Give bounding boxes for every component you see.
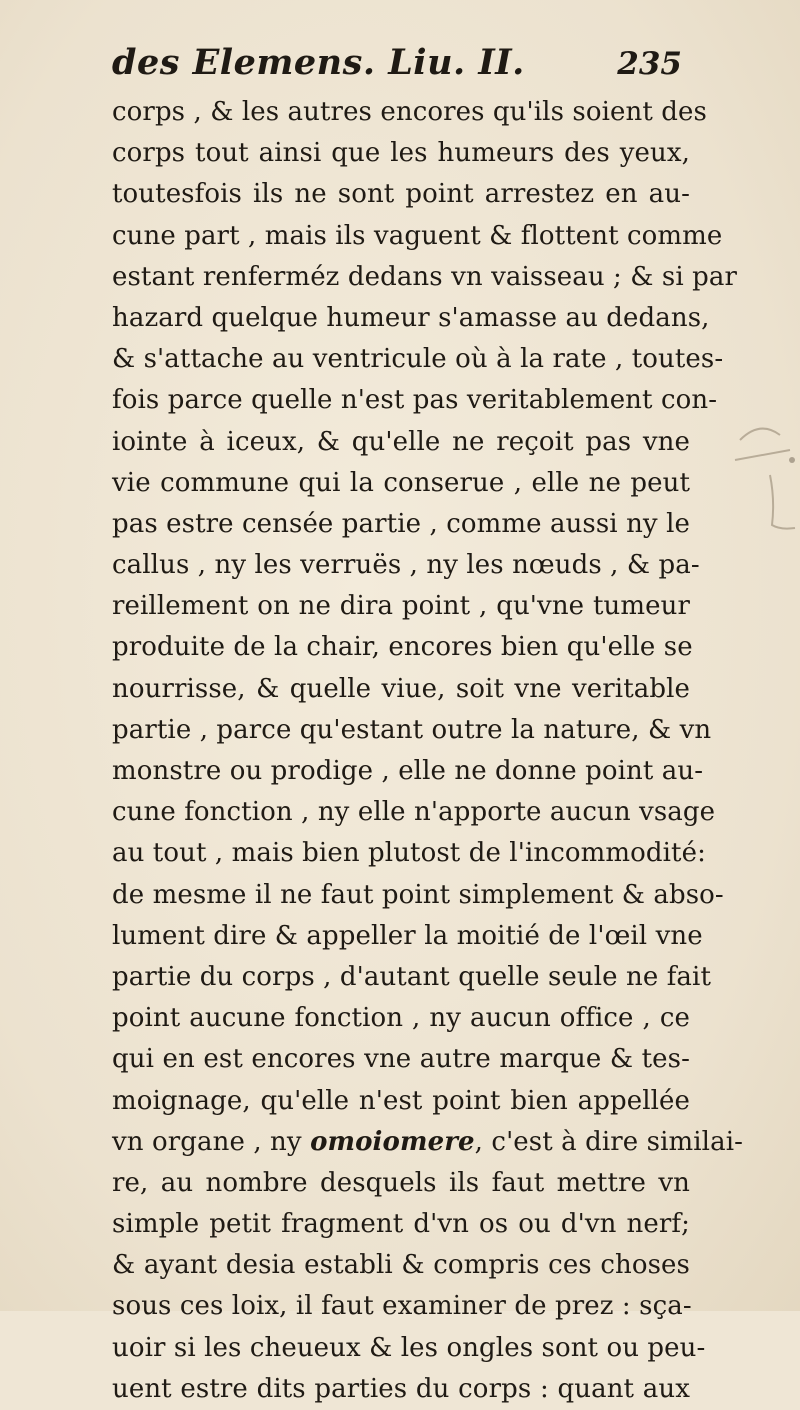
text-line: partie , parce qu'estant outre la nature, & vn [112, 714, 712, 745]
text-line: cune fonction , ny elle n'apporte aucun vsage [112, 797, 716, 828]
text-line [112, 1122, 744, 1163]
text-line: cune part , mais ils vaguent & flottent comme [112, 220, 723, 251]
bleed-through-mark [680, 300, 800, 600]
text-line: & ayant desia establi & compris ces choses [112, 1250, 690, 1281]
text-line: nourrisse, & quelle viue, soit vne veritable [112, 673, 690, 704]
text-line: qui en est encores vne autre marque & tes- [112, 1044, 690, 1075]
page-header [112, 42, 682, 92]
text-line: sous ces loix, il faut examiner de prez : sça- [112, 1291, 692, 1322]
text-line: au tout , mais bien plutost de l'incommodité: [112, 838, 706, 869]
text-line: simple petit fragment d'vn os ou d'vn nerf; [112, 1209, 690, 1240]
text-line: monstre ou prodige , elle ne donne point au- [112, 756, 704, 786]
text-line: uoir si les cheueux & les ongles sont ou peu- [112, 1332, 706, 1363]
text-line: uent estre dits parties du corps : quant aux [112, 1373, 690, 1404]
text-line: callus , ny les verruës , ny les nœuds , & pa- [112, 550, 700, 581]
text-line: toutesfois ils ne sont point arrestez en au- [112, 179, 690, 210]
running-title: des Elemens. Liu. II. [112, 42, 525, 83]
text-line: point aucune fonction , ny aucun office , ce [112, 1003, 690, 1034]
text-line: de mesme il ne faut point simplement & abso- [112, 879, 724, 910]
text-line: re, au nombre desquels ils faut mettre vn [112, 1167, 690, 1198]
italic-term: omoiomere [310, 1126, 475, 1157]
text-line: pas estre censée partie , comme aussi ny le [112, 508, 690, 539]
text-line: corps tout ainsi que les humeurs des yeux, [112, 138, 690, 169]
text-segment: , c'est à dire similai- [474, 1126, 744, 1157]
text-line: lument dire & appeller la moitié de l'œil vne [112, 920, 703, 951]
text-line: & s'attache au ventricule où à la rate , toutes- [112, 344, 724, 375]
text-line: estant renferméz dedans vn vaisseau ; & si par [112, 261, 737, 292]
text-line: reillement on ne dira point , qu'vne tumeur [112, 591, 690, 622]
text-line: partie du corps , d'autant quelle seule ne fait [112, 961, 711, 992]
text-line: moignage, qu'elle n'est point bien appellée [112, 1085, 690, 1116]
text-line: vie commune qui la conserue , elle ne peut [112, 467, 690, 498]
text-line: fois parce quelle n'est pas veritablement con- [112, 385, 718, 416]
text-line: produite de la chair, encores bien qu'elle se [112, 632, 693, 663]
page-number: 235 [617, 46, 682, 82]
text-line: corps , & les autres encores qu'ils soient des [112, 97, 707, 127]
text-line: iointe à iceux, & qu'elle ne reçoit pas vne [112, 426, 690, 457]
text-segment: vn organe , ny [112, 1126, 311, 1157]
body-text [112, 92, 744, 1410]
text-line: hazard quelque humeur s'amasse au dedans, [112, 302, 710, 333]
